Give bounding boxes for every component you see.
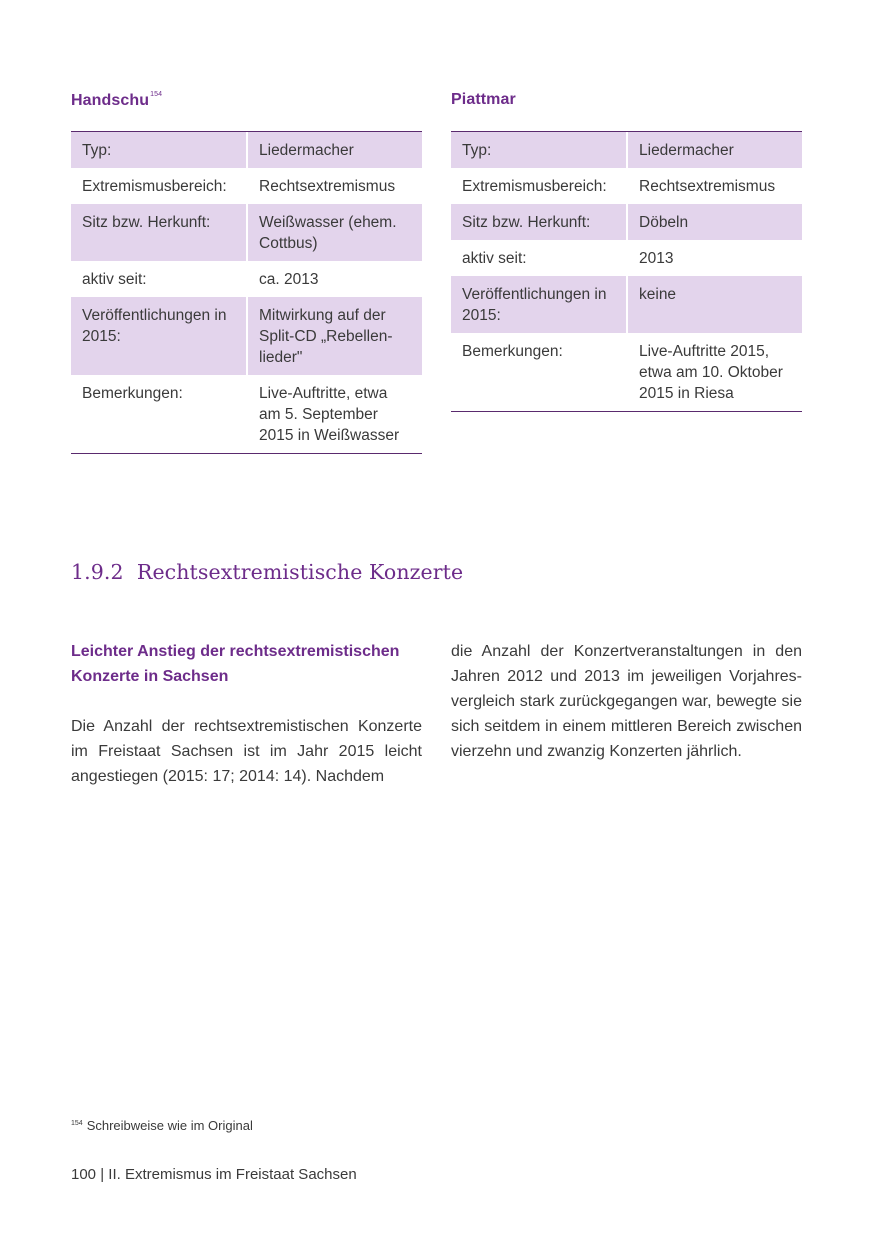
table-row — [451, 204, 802, 240]
row-value: Weißwasser (ehem. Cottbus) — [248, 204, 422, 261]
row-key: Bemerkungen: — [451, 333, 628, 411]
table-row — [71, 297, 422, 375]
section-title: Rechtsextremistische Konzerte — [136, 560, 464, 584]
profile-title — [71, 91, 162, 110]
profile-title-text: Handschu — [71, 92, 150, 109]
row-key: Typ: — [71, 132, 248, 168]
table-row — [451, 168, 802, 204]
table-row — [451, 132, 802, 168]
row-value: Live-Auftritte 2015, etwa am 10. Oktober 2015 in Riesa — [639, 343, 783, 402]
footnote-ref[interactable]: 154 — [150, 91, 163, 98]
paragraph-left: Die Anzahl der rechtsextremistischen Konzerte im Freistaat Sachsen ist im Jahr 2015 leicht angestiegen (2015: 17; 2014: 14). Nachdem — [71, 718, 422, 785]
row-value: ca. 2013 — [259, 271, 319, 288]
chapter-title: II. Extremismus im Freistaat Sachsen — [108, 1166, 357, 1183]
footnote-text: Schreibweise wie im Original — [86, 1118, 253, 1133]
row-value: Live-Auftritte, etwa am 5. September 2015 in Weißwasser — [259, 385, 400, 444]
table-row — [71, 261, 422, 297]
row-value: Rechtsextremismus — [259, 178, 396, 195]
table-row — [451, 333, 802, 411]
row-key: Sitz bzw. Herkunft: — [71, 204, 248, 261]
row-key: Sitz bzw. Herkunft: — [451, 204, 628, 240]
row-value: Döbeln — [628, 204, 802, 240]
row-key: Veröffentlichungen in 2015: — [71, 297, 248, 375]
profile-title: Piattmar — [451, 91, 516, 108]
row-key: aktiv seit: — [71, 261, 248, 297]
page-footer — [71, 1166, 357, 1183]
table-row — [71, 204, 422, 261]
row-value: Liedermacher — [248, 132, 422, 168]
row-key: Typ: — [451, 132, 628, 168]
page-number: 100 — [71, 1166, 97, 1183]
profile-table — [451, 131, 802, 412]
profile-table — [71, 131, 422, 454]
row-value: Liedermacher — [628, 132, 802, 168]
table-row — [71, 375, 422, 453]
sub-heading: Leichter Anstieg der rechtsextremistischen Konzerte in Sachsen — [71, 643, 400, 685]
row-key: Bemerkungen: — [71, 375, 248, 453]
row-value: keine — [628, 276, 802, 333]
table-row — [71, 168, 422, 204]
section-heading — [71, 560, 463, 584]
row-key: Extremismusbereich: — [451, 168, 628, 204]
row-value: 2013 — [639, 250, 674, 267]
row-key: aktiv seit: — [451, 240, 628, 276]
row-value: Mitwirkung auf der Split-CD „Rebellenlieder" — [248, 297, 422, 375]
section-number: 1.9.2 — [71, 560, 124, 584]
row-value: Rechtsextremismus — [639, 178, 776, 195]
table-row — [451, 276, 802, 333]
footnote — [71, 1118, 253, 1133]
table-row — [71, 132, 422, 168]
row-key: Veröffentlichungen in 2015: — [451, 276, 628, 333]
row-key: Extremismusbereich: — [71, 168, 248, 204]
paragraph-right: die Anzahl der Konzertveranstaltungen in den Jahren 2012 und 2013 im jeweiligen Vorjahresvergleich stark zurückgegangen war, bewegte sie sich seitdem in einem mittleren Bereich zwischen vierzehn und zwanzig Konzerten jährlich. — [451, 643, 802, 760]
footnote-number: 154 — [71, 1120, 83, 1127]
footer-separator: | — [100, 1166, 105, 1183]
table-row — [451, 240, 802, 276]
